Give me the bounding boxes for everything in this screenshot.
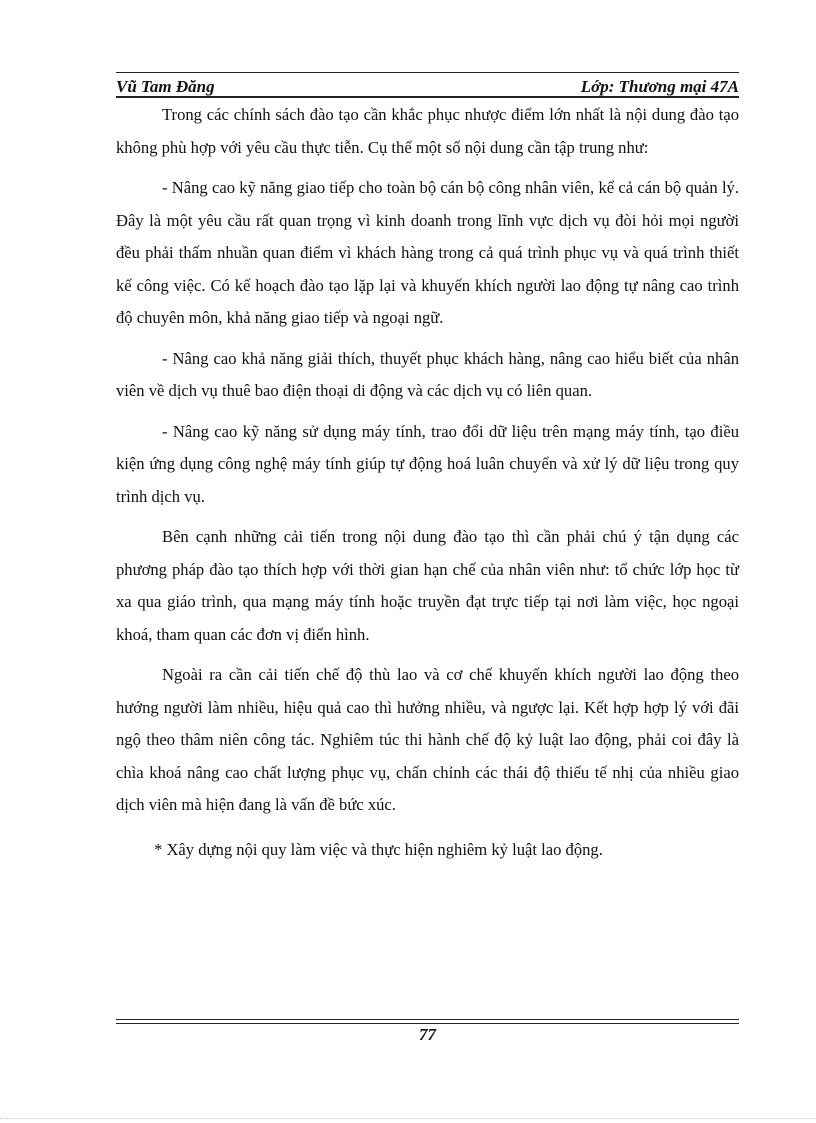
header-author: Vũ Tam Đăng	[116, 77, 215, 96]
page-header	[116, 76, 739, 98]
header-rule-bottom	[116, 96, 739, 98]
paragraph-training-content: Trong các chính sách đào tạo cần khắc phục nhược điểm lớn nhất là nội dung đào tạo không phù hợp với yêu cầu thực tiễn. Cụ thể một số nội dung cần tập trung như:	[116, 105, 739, 157]
paragraph-remuneration: Ngoài ra cần cải tiến chế độ thù lao và cơ chế khuyến khích người lao động theo hướng người làm nhiều, hiệu quả cao thì hưởng nhiều, và ngược lại. Kết hợp hợp lý với đãi ngộ theo thâm niên công tác. Nghiêm túc thi hành chế độ kỷ luật lao động, phải coi đây là chìa khoá nâng cao chất lượng phục vụ, chấn chỉnh các thái độ thiếu tế nhị của nhiều giao dịch viên mà hiện đang là vấn đề bức xúc.	[116, 665, 739, 814]
paragraph-persuasion-skills: - Nâng cao khả năng giải thích, thuyết phục khách hàng, nâng cao hiểu biết của nhân viên về dịch vụ thuê bao điện thoại di động và các dịch vụ có liên quan.	[116, 348, 739, 400]
page-number: 77	[419, 1025, 436, 1044]
header-class: Lớp: Thương mại 47A	[580, 77, 739, 96]
paragraph-computer-skills: - Nâng cao kỹ năng sử dụng máy tính, trao đổi dữ liệu trên mạng máy tính, tạo điều kiện ứng dụng công nghệ máy tính giúp tự động hoá luân chuyển và xử lý dữ liệu trong quy trình dịch vụ.	[116, 421, 739, 506]
body-text	[116, 99, 739, 866]
paragraph-training-methods: Bên cạnh những cải tiến trong nội dung đào tạo thì cần phải chú ý tận dụng các phương pháp đào tạo thích hợp với thời gian hạn chế của nhân viên như: tổ chức lớp học từ xa qua giáo trình, qua mạng máy tính hoặc truyền đạt trực tiếp tại nơi làm việc, học ngoại khoá, tham quan các đơn vị điển hình.	[116, 527, 739, 644]
paragraph-communication-skills: - Nâng cao kỹ năng giao tiếp cho toàn bộ cán bộ công nhân viên, kể cả cán bộ quản lý. Đây là một yêu cầu rất quan trọng vì kinh doanh trong lĩnh vực dịch vụ đòi hỏi mọi người đều phải thấm nhuần quan điểm vì khách hàng trong cả quá trình phục vụ và quá trình thiết kế công việc. Có kế hoạch đào tạo lặp lại và khuyến khích người lao động tự nâng cao trình độ chuyên môn, khả năng giao tiếp và ngoại ngữ.	[116, 178, 739, 327]
page-bottom-edge	[0, 1118, 816, 1119]
header-rule-top	[116, 72, 739, 73]
paragraph-work-rules: * Xây dựng nội quy làm việc và thực hiện nghiêm kỷ luật lao động.	[154, 839, 603, 859]
